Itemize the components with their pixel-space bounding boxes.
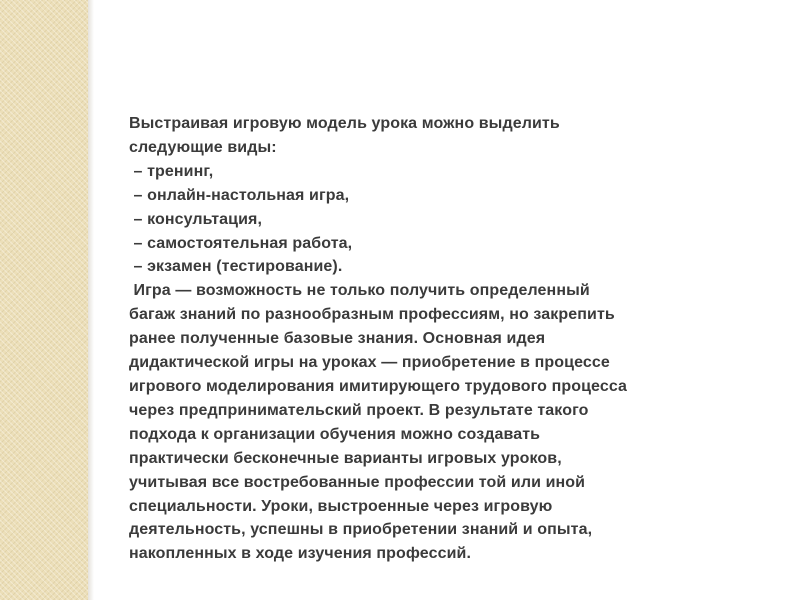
list-item: – онлайн-настольная игра, bbox=[129, 186, 350, 204]
paragraph-line: деятельность, успешны в приобретении знаний и опыта, bbox=[129, 521, 593, 539]
paragraph-line: ранее полученные базовые знания. Основная идея bbox=[129, 330, 546, 348]
side-strip-shadow bbox=[88, 0, 94, 600]
list-item: – тренинг, bbox=[129, 162, 214, 180]
list-item: – экзамен (тестирование). bbox=[129, 258, 343, 276]
paragraph-line: багаж знаний по разнообразным профессиям, но закрепить bbox=[129, 306, 615, 324]
paragraph-line: через предпринимательский проект. В результате такого bbox=[129, 401, 589, 419]
decorative-side-strip bbox=[0, 0, 88, 600]
paragraph-line: накопленных в ходе изучения профессий. bbox=[129, 545, 471, 563]
list-item: – консультация, bbox=[129, 210, 262, 228]
list-item: – самостоятельная работа, bbox=[129, 234, 353, 252]
paragraph-line: специальности. Уроки, выстроенные через игровую bbox=[129, 497, 553, 515]
slide-text-body bbox=[129, 112, 779, 566]
paragraph-line: дидактической игры на уроках — приобретение в процессе bbox=[129, 354, 610, 372]
paragraph-line: учитывая все востребованные профессии той или иной bbox=[129, 473, 586, 491]
paragraph-line: Игра — возможность не только получить определенный bbox=[129, 282, 590, 300]
paragraph-line: практически бесконечные варианты игровых уроков, bbox=[129, 449, 562, 467]
paragraph-line: подхода к организации обучения можно создавать bbox=[129, 425, 541, 443]
paragraph-line: игрового моделирования имитирующего трудового процесса bbox=[129, 377, 628, 395]
intro-line: следующие виды: bbox=[129, 138, 277, 156]
intro-line: Выстраивая игровую модель урока можно выделить bbox=[129, 115, 560, 132]
